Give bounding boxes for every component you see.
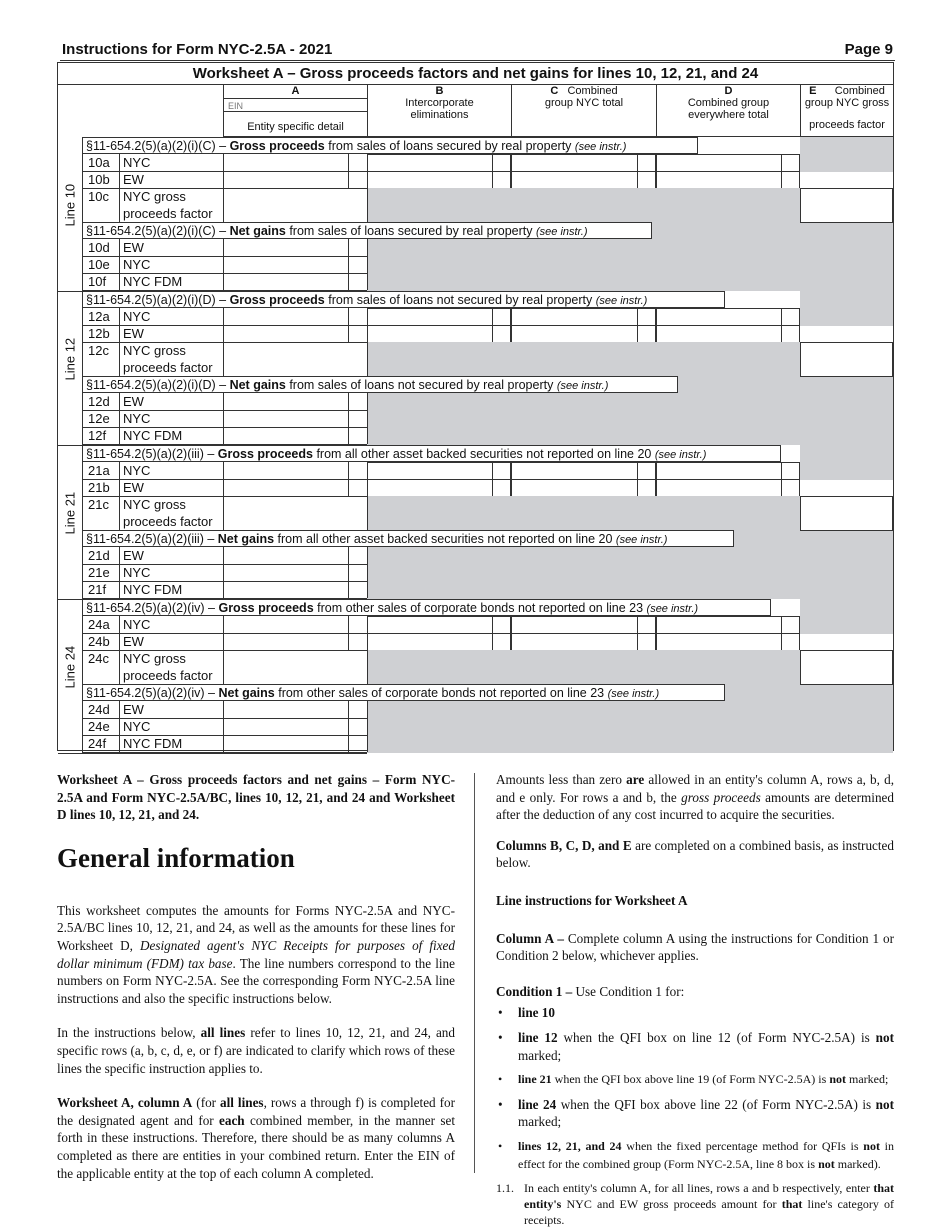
list-item: • line 10 <box>496 1004 894 1022</box>
row-label: NYC <box>123 565 151 580</box>
worksheet-title: Worksheet A – Gross proceeds factors and net gains for lines 10, 12, 21, and 24 <box>58 63 893 85</box>
row-number: 21c <box>88 497 109 512</box>
row-label: proceeds factor <box>123 206 213 221</box>
col-e-input-row-c[interactable] <box>800 650 893 685</box>
section-ref: §11-654.2(5)(a)(2)(i)(C) <box>86 139 216 153</box>
row-divider <box>119 239 120 256</box>
cents-divider <box>492 325 493 342</box>
row-divider <box>348 564 349 581</box>
paragraph-column-a-instructions: Column A – Complete column A using the instructions for Condition 1 or Condition 2 below, whichever applies. <box>496 930 894 964</box>
row-label: EW <box>123 480 144 495</box>
section-note: (see instr.) <box>595 295 648 307</box>
cents-divider <box>492 308 493 325</box>
row-number: 10d <box>88 240 110 255</box>
row-divider <box>119 581 120 598</box>
row-divider <box>367 564 368 581</box>
row-number: 10a <box>88 155 110 170</box>
line-label: Line 10 <box>62 183 78 227</box>
row-divider <box>119 308 120 325</box>
row-number: 12b <box>88 326 110 341</box>
row-divider <box>348 701 349 718</box>
col-d-input-row-b[interactable] <box>656 325 800 343</box>
cents-divider <box>781 325 782 342</box>
row-divider <box>348 154 349 171</box>
shaded-area <box>800 445 893 480</box>
row-divider <box>119 650 120 684</box>
cents-divider <box>637 633 638 650</box>
section-note: (see instr.) <box>574 141 627 153</box>
list-item: • lines 12, 21, and 24 when the fixed percentage method for QFIs is not in effect for the combined group (Form NYC-2.5A, line 8 box is not marked). <box>496 1138 894 1173</box>
col-a-input-row-e[interactable] <box>224 256 348 273</box>
row-divider <box>348 616 349 633</box>
col-d-input-row-a[interactable] <box>656 308 800 326</box>
row-divider <box>367 410 368 427</box>
section-note: (see instr.) <box>556 380 609 392</box>
col-a-input-row-a[interactable] <box>224 616 348 633</box>
cents-divider <box>781 462 782 479</box>
shaded-area <box>367 188 800 222</box>
section-caption-gross: §11-654.2(5)(a)(2)(iv) – Gross proceeds from other sales of corporate bonds not reported on line 23 (see instr.) <box>82 599 771 616</box>
col-b-input-row-a[interactable] <box>367 462 511 480</box>
row-label: EW <box>123 548 144 563</box>
condition-1-list <box>496 1004 894 1173</box>
row-number: 12e <box>88 411 110 426</box>
row-divider <box>119 171 120 188</box>
section-caption-net: §11-654.2(5)(a)(2)(i)(D) – Net gains from sales of loans not secured by real property (see instr.) <box>82 376 678 393</box>
condition-1-heading: Condition 1 – Use Condition 1 for: <box>496 983 685 999</box>
cents-divider <box>492 462 493 479</box>
row-label: EW <box>123 172 144 187</box>
section-text: from all other asset backed securities not reported on line 20 <box>316 447 652 461</box>
cents-divider <box>492 616 493 633</box>
row-number: 24c <box>88 651 109 666</box>
section-note: (see instr.) <box>615 534 668 546</box>
row-number: 24b <box>88 634 110 649</box>
shaded-area <box>800 291 893 326</box>
col-a-input-row-c[interactable] <box>224 496 367 530</box>
row-divider <box>119 393 120 410</box>
cents-divider <box>781 154 782 171</box>
section-text: from all other asset backed securities not reported on line 20 <box>277 532 613 546</box>
shaded-area <box>367 650 800 684</box>
col-a-input-row-a[interactable] <box>224 462 348 479</box>
row-divider <box>367 393 368 410</box>
cents-divider <box>492 171 493 188</box>
row-label: NYC <box>123 411 151 426</box>
col-a-input-row-b[interactable] <box>224 633 348 650</box>
column-c-header <box>511 85 656 137</box>
row-divider <box>348 410 349 427</box>
row-divider <box>348 427 349 444</box>
row-divider <box>119 718 120 735</box>
row-label: NYC gross <box>123 651 186 666</box>
row-divider <box>367 701 368 718</box>
column-c-letter: C <box>550 85 559 97</box>
row-number: 24d <box>88 702 110 717</box>
row-number: 10f <box>88 274 107 289</box>
worksheet-a-intro: Worksheet A – Gross proceeds factors and net gains – Form NYC-2.5A and Form NYC-2.5A/BC, lines 10, 12, 21, and 24 and Worksheet D lines 10, 12, 21, and 24. <box>57 772 455 823</box>
column-e-label-1: Combined <box>834 85 885 97</box>
col-a-input-row-b[interactable] <box>224 325 348 342</box>
line-label: Line 24 <box>62 645 78 689</box>
column-e-label-3: proceeds factor <box>809 119 885 131</box>
section-ref: §11-654.2(5)(a)(2)(i)(D) <box>86 378 216 392</box>
paragraph-all-lines: In the instructions below, all lines refer to lines 10, 12, 21, and 24, and specific rows (a, b, c, d, e, or f) are indicated to clarify which rows of these lines the specific instruction applies to. <box>57 1025 455 1076</box>
row-number: 10c <box>88 189 109 204</box>
column-b-label-1: Intercorporate <box>405 97 474 109</box>
col-a-input-row-f[interactable] <box>224 735 348 752</box>
row-divider <box>348 633 349 650</box>
row-divider <box>367 496 368 530</box>
row-divider <box>119 616 120 633</box>
section-caption-net: §11-654.2(5)(a)(2)(iv) – Net gains from other sales of corporate bonds not reported on line 23 (see instr.) <box>82 684 725 701</box>
col-a-input-row-b[interactable] <box>224 479 348 496</box>
col-c-input-row-a[interactable] <box>511 616 656 634</box>
section-text: from other sales of corporate bonds not reported on line 23 <box>278 686 605 700</box>
col-a-input-row-d[interactable] <box>224 701 348 718</box>
col-d-input-row-b[interactable] <box>656 633 800 651</box>
column-d-label-1: Combined group <box>687 97 770 109</box>
column-d-header <box>656 85 800 137</box>
col-a-input-row-a[interactable] <box>224 154 348 171</box>
paragraph-worksheet-purpose: This worksheet computes the amounts for Forms NYC-2.5A and NYC-2.5A/BC lines 10, 12, 21, and 24, as well as the amounts for these lines for Worksheet D, Designated agent's NYC Receipts for purposes of fixed dollar minimum (FDM) tax base. The line numbers correspond to the line numbers on Form NYC-2.5A. See the corresponding Form NYC-2.5A line instructions and also the specific instructions below. <box>57 902 455 1006</box>
row-label: NYC gross <box>123 497 186 512</box>
row-divider <box>367 239 368 256</box>
row-number: 12a <box>88 309 110 324</box>
row-label: NYC <box>123 309 151 324</box>
cents-divider <box>637 171 638 188</box>
col-c-input-row-a[interactable] <box>511 154 656 172</box>
section-bold: Net gains <box>229 224 286 238</box>
row-divider <box>119 564 120 581</box>
section-note: (see instr.) <box>646 603 699 615</box>
col-a-input-row-c[interactable] <box>224 650 367 684</box>
col-b-input-row-b[interactable] <box>367 325 511 343</box>
column-e-header <box>800 85 893 137</box>
section-bold: Gross proceeds <box>229 139 325 153</box>
col-a-input-row-d[interactable] <box>224 393 348 410</box>
column-d-letter: D <box>724 85 733 97</box>
col-b-input-row-a[interactable] <box>367 154 511 172</box>
row-label: NYC <box>123 257 151 272</box>
col-c-input-row-a[interactable] <box>511 308 656 326</box>
section-caption-net: §11-654.2(5)(a)(2)(iii) – Net gains from all other asset backed securities not reported on line 20 (see instr.) <box>82 530 734 547</box>
row-divider <box>348 273 349 290</box>
row-label: EW <box>123 634 144 649</box>
row-label: proceeds factor <box>123 668 213 683</box>
section-caption-gross: §11-654.2(5)(a)(2)(i)(C) – Gross proceeds from sales of loans secured by real property (see instr.) <box>82 137 698 154</box>
cents-divider <box>781 171 782 188</box>
col-c-input-row-a[interactable] <box>511 462 656 480</box>
row-number: 10e <box>88 257 110 272</box>
row-divider <box>119 735 120 752</box>
section-ref: §11-654.2(5)(a)(2)(i)(D) <box>86 293 216 307</box>
column-a-header <box>223 85 367 137</box>
cents-divider <box>492 154 493 171</box>
column-divider <box>474 773 475 1173</box>
col-d-input-row-b[interactable] <box>656 171 800 189</box>
cents-divider <box>637 325 638 342</box>
row-divider <box>367 735 368 752</box>
row-number: 12d <box>88 394 110 409</box>
row-number: 21e <box>88 565 110 580</box>
paragraph-amounts-less-than-zero: Amounts less than zero are allowed in an entity's column A, rows a, b, d, and e only. For rows a and b, the gross proceeds amounts are determined after the deduction of any cost incurred to acquire the securities. <box>496 772 894 823</box>
right-column <box>496 771 894 1228</box>
row-divider <box>119 342 120 376</box>
row-divider <box>367 273 368 290</box>
col-b-input-row-a[interactable] <box>367 616 511 634</box>
row-divider <box>348 735 349 752</box>
left-column <box>57 771 455 1195</box>
row-divider <box>348 393 349 410</box>
column-e-letter: E <box>809 85 817 97</box>
col-b-input-row-b[interactable] <box>367 171 511 189</box>
section-bold: Net gains <box>217 532 275 546</box>
shaded-area <box>800 599 893 634</box>
row-label: NYC <box>123 155 151 170</box>
row-divider <box>348 547 349 564</box>
row-divider <box>119 427 120 444</box>
col-d-input-row-a[interactable] <box>656 154 800 172</box>
row-number: 21b <box>88 480 110 495</box>
col-c-input-row-b[interactable] <box>511 633 656 651</box>
list-item: • line 21 when the QFI box above line 19 (of Form NYC-2.5A) is not marked; <box>496 1071 894 1089</box>
col-a-input-row-f[interactable] <box>224 427 348 444</box>
line-instructions-heading: Line instructions for Worksheet A <box>496 892 688 908</box>
col-e-input-row-c[interactable] <box>800 496 893 531</box>
section-ref: §11-654.2(5)(a)(2)(iii) <box>86 532 204 546</box>
col-a-input-row-e[interactable] <box>224 410 348 427</box>
section-bold: Gross proceeds <box>218 601 314 615</box>
col-b-input-row-b[interactable] <box>367 479 511 497</box>
row-label: proceeds factor <box>123 514 213 529</box>
row-divider <box>348 718 349 735</box>
col-a-input-row-f[interactable] <box>224 273 348 290</box>
row-divider <box>348 479 349 496</box>
section-note: (see instr.) <box>654 449 707 461</box>
row-divider <box>348 171 349 188</box>
section-note: (see instr.) <box>535 226 588 238</box>
row-divider <box>367 547 368 564</box>
row-divider <box>119 479 120 496</box>
header-title: Instructions for Form NYC-2.5A - 2021 <box>62 41 333 58</box>
page-number: Page 9 <box>844 41 893 58</box>
row-divider <box>119 633 120 650</box>
row-label: NYC gross <box>123 343 186 358</box>
row-label: EW <box>123 702 144 717</box>
section-text: from sales of loans not secured by real property <box>289 378 554 392</box>
section-ref: §11-654.2(5)(a)(2)(i)(C) <box>86 224 216 238</box>
row-label: NYC <box>123 463 151 478</box>
general-information-heading: General information <box>57 842 295 873</box>
section-ref: §11-654.2(5)(a)(2)(iv) <box>86 686 205 700</box>
list-item: • line 24 when the QFI box above line 22 (of Form NYC-2.5A) is not marked; <box>496 1096 894 1131</box>
row-divider <box>58 753 367 754</box>
row-divider <box>367 650 368 684</box>
cents-divider <box>492 479 493 496</box>
row-divider <box>367 581 368 598</box>
col-c-input-row-b[interactable] <box>511 479 656 497</box>
col-a-input-row-c[interactable] <box>224 188 367 222</box>
col-a-input-row-d[interactable] <box>224 239 348 256</box>
section-bold: Net gains <box>218 686 275 700</box>
row-number: 21f <box>88 582 107 597</box>
cents-divider <box>637 479 638 496</box>
row-line <box>82 752 367 753</box>
row-divider <box>119 462 120 479</box>
col-a-input-row-b[interactable] <box>224 171 348 188</box>
row-divider <box>119 325 120 342</box>
line-label: Line 12 <box>62 337 78 381</box>
cents-divider <box>637 308 638 325</box>
col-e-input-row-c[interactable] <box>800 188 893 223</box>
list-item: • line 12 when the QFI box on line 12 (of Form NYC-2.5A) is not marked; <box>496 1029 894 1064</box>
column-a-letter: A <box>291 85 300 97</box>
section-caption-gross: §11-654.2(5)(a)(2)(i)(D) – Gross proceeds from sales of loans not secured by real property (see instr.) <box>82 291 725 308</box>
row-label: EW <box>123 394 144 409</box>
col-b-input-row-a[interactable] <box>367 308 511 326</box>
column-b-letter: B <box>435 85 444 97</box>
column-c-label-1: Combined <box>567 85 618 97</box>
section-bold: Gross proceeds <box>229 293 325 307</box>
row-number: 10b <box>88 172 110 187</box>
row-divider <box>119 410 120 427</box>
col-d-input-row-a[interactable] <box>656 616 800 634</box>
section-ref: §11-654.2(5)(a)(2)(iv) <box>86 601 205 615</box>
section-caption-net: §11-654.2(5)(a)(2)(i)(C) – Net gains from sales of loans secured by real property (see instr.) <box>82 222 652 239</box>
col-a-input-row-f[interactable] <box>224 581 348 598</box>
section-ref: §11-654.2(5)(a)(2)(iii) <box>86 447 204 461</box>
col-c-input-row-b[interactable] <box>511 171 656 189</box>
col-e-input-row-c[interactable] <box>800 342 893 377</box>
row-number: 12f <box>88 428 107 443</box>
line-column-divider <box>82 137 83 753</box>
section-bold: Net gains <box>229 378 286 392</box>
row-number: 21a <box>88 463 110 478</box>
column-b-label-2: eliminations <box>410 109 469 121</box>
cents-divider <box>781 616 782 633</box>
instruction-1-1: 1.1. In each entity's column A, for all lines, rows a and b respectively, enter that entity's NYC and EW gross proceeds amount for that line's category of receipts. <box>496 1181 894 1228</box>
row-divider <box>367 342 368 376</box>
col-a-input-row-a[interactable] <box>224 308 348 325</box>
row-divider <box>348 256 349 273</box>
shaded-area <box>367 496 800 530</box>
row-divider <box>348 462 349 479</box>
section-bold: Gross proceeds <box>217 447 313 461</box>
section-text: from sales of loans secured by real property <box>289 224 533 238</box>
row-divider <box>119 496 120 530</box>
row-divider <box>348 581 349 598</box>
column-a-ein-field[interactable]: EIN <box>224 98 367 112</box>
row-divider <box>348 325 349 342</box>
section-text: from sales of loans not secured by real property <box>328 293 593 307</box>
line-label: Line 21 <box>62 491 78 535</box>
row-label: NYC FDM <box>123 582 183 597</box>
row-number: 24a <box>88 617 110 632</box>
column-c-label-2: group NYC total <box>544 97 624 109</box>
cents-divider <box>781 479 782 496</box>
col-d-input-row-b[interactable] <box>656 479 800 497</box>
col-b-input-row-b[interactable] <box>367 633 511 651</box>
instruction-number: 1.1. <box>496 1181 514 1196</box>
col-c-input-row-b[interactable] <box>511 325 656 343</box>
worksheet-a <box>57 62 894 751</box>
row-number: 12c <box>88 343 109 358</box>
cents-divider <box>637 462 638 479</box>
col-a-input-row-e[interactable] <box>224 564 348 581</box>
row-divider <box>367 256 368 273</box>
row-divider <box>119 547 120 564</box>
row-divider <box>119 154 120 171</box>
cents-divider <box>637 616 638 633</box>
row-divider <box>119 273 120 290</box>
row-divider <box>348 308 349 325</box>
row-divider <box>348 239 349 256</box>
cents-divider <box>781 633 782 650</box>
row-divider <box>367 188 368 222</box>
paragraph-column-a: Worksheet A, column A (for all lines, rows a through f) is completed for the designated agent and for each combined member, in the manner set forth in these instructions. Therefore, there should be as many columns A completed as there are entities in your combined return. Enter the EIN of the applicable entity at the top of each column A completed. <box>57 1095 455 1181</box>
cents-divider <box>781 308 782 325</box>
column-a-subtitle: Entity specific detail <box>247 121 344 133</box>
col-a-input-row-d[interactable] <box>224 547 348 564</box>
row-number: 24e <box>88 719 110 734</box>
col-a-input-row-c[interactable] <box>224 342 367 376</box>
col-a-input-row-e[interactable] <box>224 718 348 735</box>
cents-divider <box>637 154 638 171</box>
row-number: 21d <box>88 548 110 563</box>
col-d-input-row-a[interactable] <box>656 462 800 480</box>
row-label: proceeds factor <box>123 360 213 375</box>
column-b-header <box>367 85 511 137</box>
section-note: (see instr.) <box>607 688 660 700</box>
row-divider <box>367 427 368 444</box>
row-number: 24f <box>88 736 107 751</box>
shaded-area <box>800 137 893 172</box>
section-text: from other sales of corporate bonds not reported on line 23 <box>317 601 644 615</box>
paragraph-columns-bcde: Columns B, C, D, and E are completed on a combined basis, as instructed below. <box>496 837 895 871</box>
page-header <box>60 40 895 61</box>
section-text: from sales of loans secured by real property <box>328 139 572 153</box>
row-label: NYC FDM <box>123 428 183 443</box>
row-divider <box>119 701 120 718</box>
column-d-label-2: everywhere total <box>688 109 769 121</box>
row-divider <box>367 718 368 735</box>
row-label: NYC <box>123 719 151 734</box>
row-label: NYC gross <box>123 189 186 204</box>
cents-divider <box>492 633 493 650</box>
row-divider <box>119 188 120 222</box>
row-label: NYC <box>123 617 151 632</box>
row-divider <box>119 256 120 273</box>
row-label: EW <box>123 240 144 255</box>
shaded-area <box>367 342 800 376</box>
section-caption-gross: §11-654.2(5)(a)(2)(iii) – Gross proceeds from all other asset backed securities not reported on line 20 (see instr.) <box>82 445 781 462</box>
row-label: NYC FDM <box>123 274 183 289</box>
column-e-label-2: group NYC gross <box>804 97 890 109</box>
row-label: EW <box>123 326 144 341</box>
row-label: NYC FDM <box>123 736 183 751</box>
